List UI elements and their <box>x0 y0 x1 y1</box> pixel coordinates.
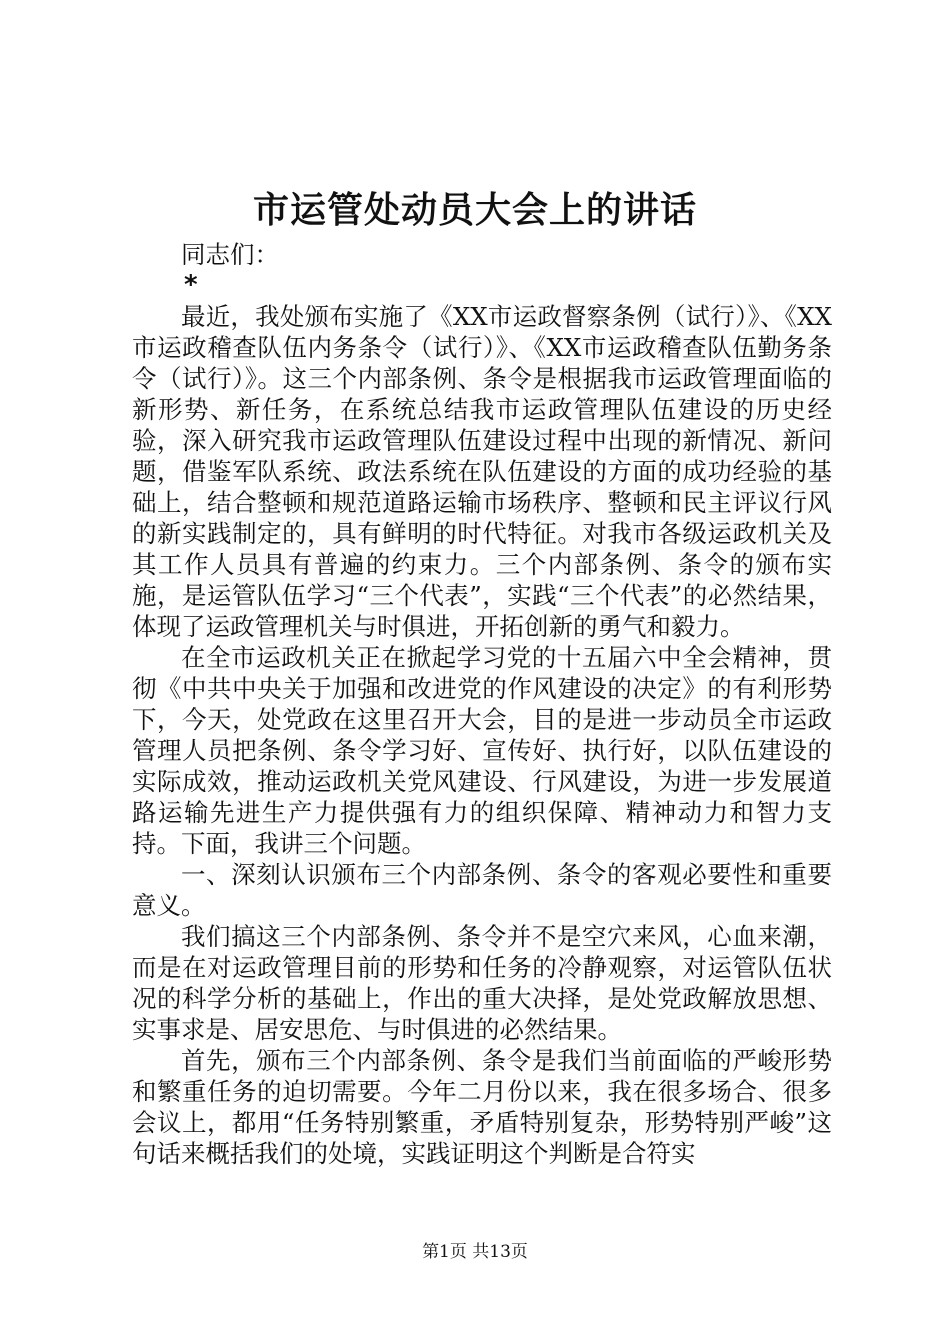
paragraph: 最近，我处颁布实施了《XX市运政督察条例（试行）》、《XX市运政稽查队伍内务条令（试行）》、《XX市运政稽查队伍勤务条令（试行）》。这三个内部条例、条令是根据我市运政管理面临的新形势、新任务，在系统总结我市运政管理队伍建设的历史经验，深入研究我市运政管理队伍建设过程中出现的新情况、新问题，借鉴军队系统、政法系统在队伍建设的方面的成功经验的基础上，结合整顿和规范道路运输市场秩序、整顿和民主评议行风的新实践制定的，具有鲜明的时代特征。对我市各级运政机关及其工作人员具有普遍的约束力。三个内部条例、条令的颁布实施，是运管队伍学习“三个代表”，实践“三个代表”的必然结果，体现了运政管理机关与时俱进，开拓创新的勇气和毅力。 <box>132 302 832 641</box>
paragraph: 在全市运政机关正在掀起学习党的十五届六中全会精神，贯彻《中共中央关于加强和改进党的作风建设的决定》的有利形势下，今天，处党政在这里召开大会，目的是进一步动员全市运政管理人员把条例、条令学习好、宣传好、执行好，以队伍建设的实际成效，推动运政机关党风建设、行风建设，为进一步发展道路运输先进生产力提供强有力的组织保障、精神动力和智力支持。下面，我讲三个问题。 <box>132 643 832 858</box>
paragraph: 我们搞这三个内部条例、条令并不是空穴来风，心血来潮，而是在对运政管理目前的形势和任务的冷静观察，对运管队伍状况的科学分析的基础上，作出的重大决择，是处党政解放思想、实事求是、居安思危、与时俱进的必然结果。 <box>132 922 832 1044</box>
document-title: 市运管处动员大会上的讲话 <box>252 189 697 231</box>
page-footer: 第1页 共13页 <box>422 1242 528 1262</box>
salutation: 同志们： <box>181 240 279 269</box>
section-heading: 一、深刻认识颁布三个内部条例、条令的客观必要性和重要意义。 <box>132 860 832 920</box>
paragraph: 首先，颁布三个内部条例、条令是我们当前面临的严峻形势和繁重任务的迫切需要。今年二月份以来，我在很多场合、很多会议上，都用“任务特别繁重，矛盾特别复杂，形势特别严峻”这句话来概括我们的处境，实践证明这个判断是合符实 <box>132 1046 832 1168</box>
document-body <box>132 239 832 1169</box>
asterisk-marker: * <box>184 270 198 300</box>
